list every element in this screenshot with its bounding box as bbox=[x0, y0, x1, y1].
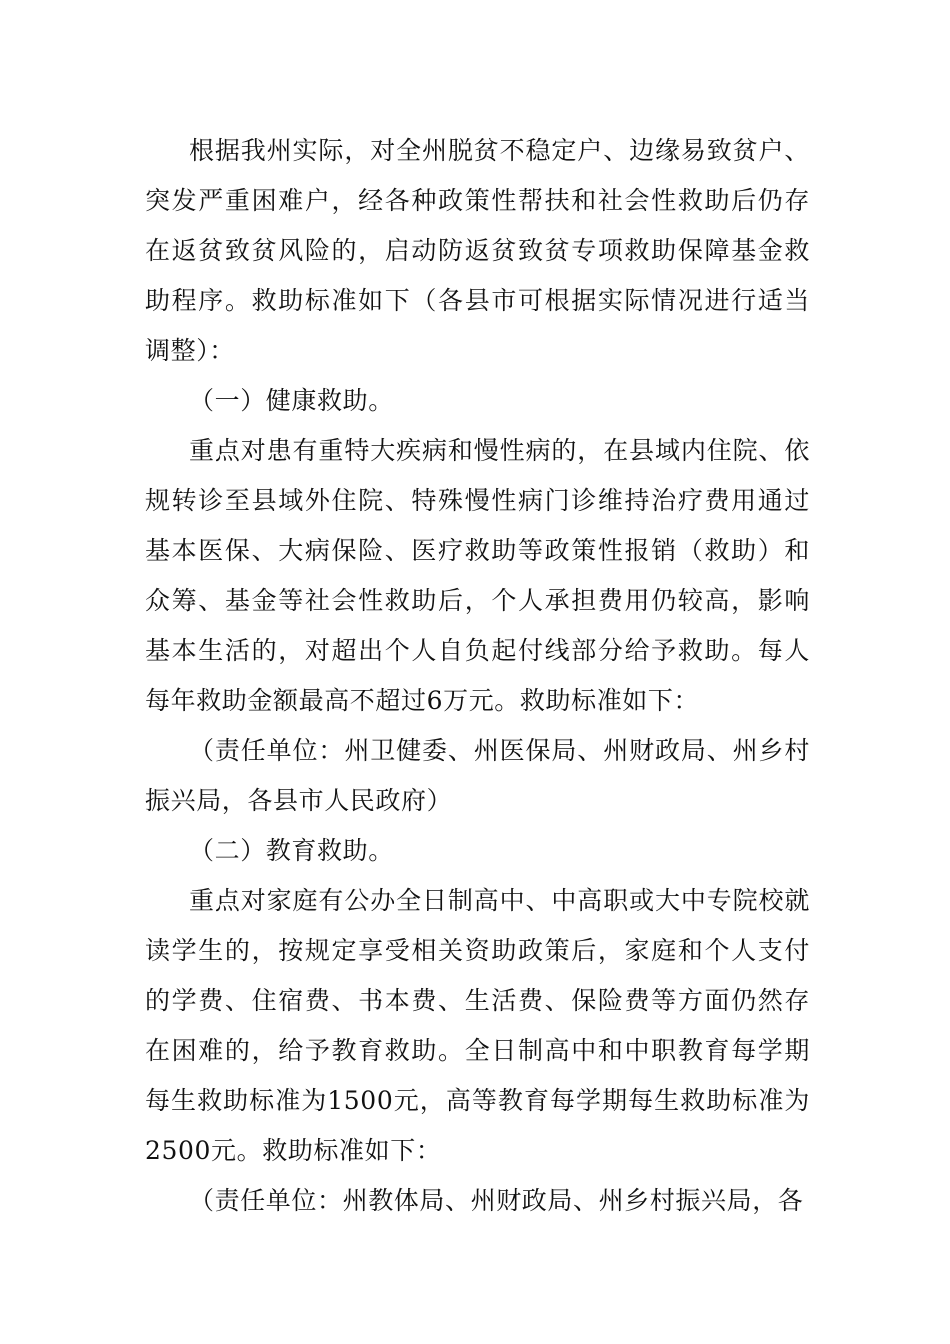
paragraph-health-responsible-units: （责任单位：州卫健委、州医保局、州财政局、州乡村振兴局，各县市人民政府） bbox=[145, 736, 810, 815]
heading-health-relief: （一）健康救助。 bbox=[189, 386, 394, 415]
heading-education-relief: （二）教育救助。 bbox=[189, 836, 394, 865]
paragraph-education-responsible-units: （责任单位：州教体局、州财政局、州乡村振兴局，各 bbox=[189, 1186, 804, 1215]
document-body bbox=[145, 126, 810, 1226]
paragraph-intro: 根据我州实际，对全州脱贫不稳定户、边缘易致贫户、突发严重困难户，经各种政策性帮扶和社会性救助后仍存在返贫致贫风险的，启动防返贫致贫专项救助保障基金救助程序。救助标准如下（各县市可根据实际情况进行适当调整）： bbox=[145, 136, 810, 365]
paragraph-education-relief: 重点对家庭有公办全日制高中、中高职或大中专院校就读学生的，按规定享受相关资助政策后，家庭和个人支付的学费、住宿费、书本费、生活费、保险费等方面仍然存在困难的，给予教育救助。全日制高中和中职教育每学期每生救助标准为1500元，高等教育每学期每生救助标准为2500元。救助标准如下： bbox=[145, 886, 810, 1165]
paragraph-health-relief: 重点对患有重特大疾病和慢性病的，在县域内住院、依规转诊至县域外住院、特殊慢性病门诊维持治疗费用通过基本医保、大病保险、医疗救助等政策性报销（救助）和众筹、基金等社会性救助后，个人承担费用仍较高，影响基本生活的，对超出个人自负起付线部分给予救助。每人每年救助金额最高不超过6万元。救助标准如下： bbox=[145, 436, 810, 715]
